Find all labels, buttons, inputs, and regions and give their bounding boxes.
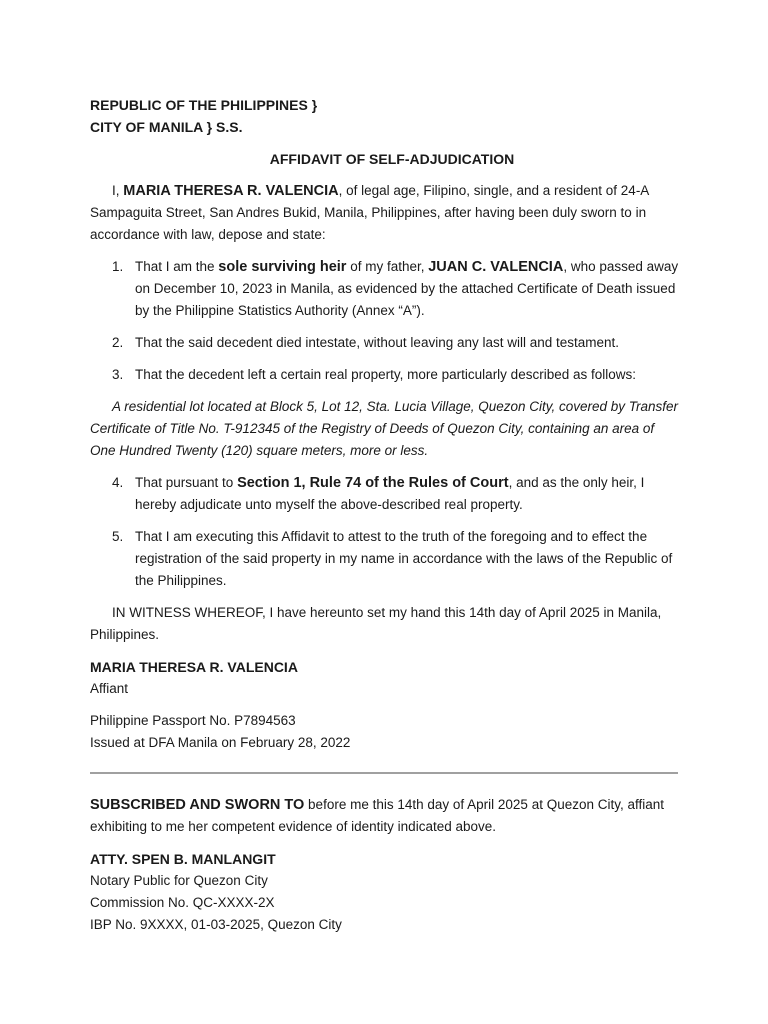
notary-line-1: Notary Public for Quezon City [90, 873, 268, 888]
affiant-name-inline: MARIA THERESA R. VALENCIA [123, 183, 339, 199]
list-item [90, 332, 680, 354]
venue-line-2: CITY OF MANILA } S.S. [90, 119, 243, 135]
item-bold: JUAN C. VALENCIA [428, 259, 564, 275]
notary-line-3: IBP No. 9XXXX, 01-03-2025, Quezon City [90, 917, 342, 932]
list-item [90, 364, 680, 386]
property-description: A residential lot located at Block 5, Lot 12, Sta. Lucia Village, Quezon City, covered by Transfer Certificate of Title No. T-912345 of the Registry of Deeds of Quezon City, containing an area of One Hundred Twenty (120) square meters, more or less. [90, 399, 679, 458]
item-number: 2. [112, 335, 124, 350]
list-item [90, 256, 680, 322]
item-number: 3. [112, 367, 124, 382]
affiant-role: Affiant [90, 681, 129, 696]
item-text: That I am executing this Affidavit to attest to the truth of the foregoing and to effect the registration of the said property in my name in accordance with the laws of the Republic of the Philippines. [135, 529, 673, 588]
jurat-paragraph [90, 794, 680, 838]
item-number: 1. [112, 259, 124, 274]
statement-list-a [90, 256, 680, 386]
jurat-bold: SUBSCRIBED AND SWORN TO [90, 797, 305, 813]
notary-name: ATTY. SPEN B. MANLANGIT [90, 851, 276, 867]
affiant-signature-name: MARIA THERESA R. VALENCIA [90, 659, 298, 675]
intro-paragraph [90, 180, 680, 246]
intro-lead: I, [112, 183, 124, 198]
item-text: of my father, [346, 259, 429, 274]
jurat-rest: before me this 14th day of April 2025 at Quezon City, affiant exhibiting to me her competent evidence of identity indicated above. [90, 797, 665, 834]
witness-paragraph: IN WITNESS WHEREOF, I have hereunto set my hand this 14th day of April 2025 in Manila, Philippines. [90, 605, 662, 642]
list-item [90, 472, 680, 516]
item-number: 5. [112, 529, 124, 544]
affiant-id-line: Philippine Passport No. P7894563 [90, 713, 296, 728]
item-text: That the decedent left a certain real property, more particularly described as follows: [135, 367, 636, 382]
notary-line-2: Commission No. QC-XXXX-2X [90, 895, 275, 910]
statement-list-b [90, 472, 680, 592]
list-item [90, 526, 680, 592]
item-text: That I am the [135, 259, 219, 274]
item-text: , and as the only heir, I hereby adjudicate unto myself the above-described real property. [135, 475, 645, 512]
venue-line-1: REPUBLIC OF THE PHILIPPINES } [90, 97, 318, 113]
item-text: That the said decedent died intestate, without leaving any last will and testament. [135, 335, 620, 350]
section-divider [90, 772, 678, 774]
intro-rest: , of legal age, Filipino, single, and a resident of 24-A Sampaguita Street, San Andres Bukid, Manila, Philippines, after having been duly sworn to in accordance with law, depose and state: [90, 183, 649, 242]
item-bold: sole surviving heir [218, 259, 347, 275]
item-text: , who passed away on December 10, 2023 in Manila, as evidenced by the attached Certificate of Death issued by the Philippine Statistics Authority (Annex “A”). [135, 259, 679, 318]
document-body [90, 94, 680, 936]
affiant-id-issued: Issued at DFA Manila on February 28, 2022 [90, 735, 351, 750]
item-bold: Section 1, Rule 74 of the Rules of Court [237, 475, 509, 491]
item-text: That pursuant to [135, 475, 238, 490]
item-number: 4. [112, 475, 124, 490]
document-title: AFFIDAVIT OF SELF-ADJUDICATION [269, 151, 515, 167]
